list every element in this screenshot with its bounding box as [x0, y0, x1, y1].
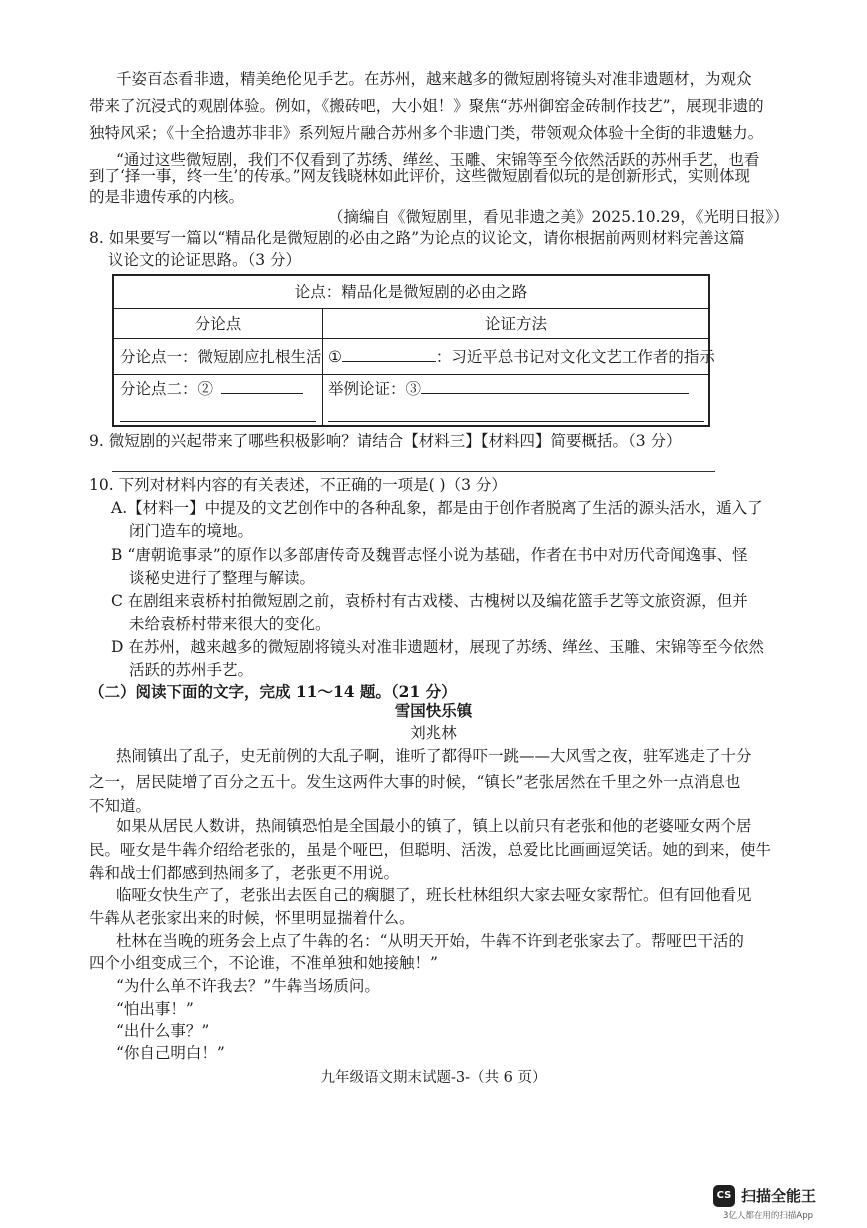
- material4-para2-line1: “通过这些微短剧，我们不仅看到了苏绣、缂丝、玉雕、宋锦等至今依然活跃的苏州手艺，也看: [116, 151, 760, 169]
- table-r1-method-text: ：习近平总书记对文化文艺工作者的指示: [435, 348, 715, 366]
- story-dialogue-3: “出什么事？”: [116, 1022, 210, 1040]
- story-para2-line2: 民。哑女是牛犇介绍给老张的，虽是个哑巴，但聪明、活泼，总爱比比画画逗笑话。她的到来，使牛: [89, 841, 772, 859]
- material4-para1-line1: 千姿百态看非遗，精美绝伦见手艺。在苏州，越来越多的微短剧将镜头对准非遗题材，为观众: [116, 70, 752, 88]
- material4-para2-line3: 的是非遗传承的内核。: [89, 188, 245, 206]
- table-row-2: [114, 374, 708, 427]
- q9-stem: 9. 微短剧的兴起带来了哪些积极影响？请结合【材料三】【材料四】简要概括。（3 分）: [89, 432, 682, 450]
- q10-option-c-line1[interactable]: C 在剧组来袁桥村拍微短剧之前，袁桥村有古戏楼、古槐树以及编花篮手艺等文旅资源，但并: [111, 592, 748, 610]
- story-para3-line1: 临哑女快生产了，老张出去医自己的瘸腿了，班长杜林组织大家去哑女家帮忙。但有回他看见: [116, 886, 752, 904]
- material4-para2-line2: 到了‘择一事，终一生’的传承。”网友钱晓林如此评价，这些微短剧看似玩的是创新形式，实则体现: [89, 167, 751, 185]
- story-author: 刘兆林: [410, 724, 457, 742]
- q10-option-a-line2: 闭门造车的境地。: [129, 522, 254, 540]
- table-col-header-method: 论证方法: [484, 315, 547, 333]
- q8-stem-line2: 议论文的论证思路。（3 分）: [108, 251, 302, 269]
- scanner-app-name: 扫描全能王: [741, 1187, 817, 1205]
- story-para4-line1: 杜林在当晚的班务会上点了牛犇的名：“从明天开始，牛犇不许到老张家去了。帮哑巴干活的: [116, 932, 744, 950]
- part2-heading: （二）阅读下面的文字，完成 11～14 题。（21 分）: [89, 682, 457, 701]
- page-footer: 九年级语文期末试题-3-（共 6 页）: [320, 1070, 547, 1086]
- story-para4-line2: 四个小组变成三个，不论谁，不准单独和她接触！”: [89, 954, 438, 972]
- table-header-row: [114, 308, 708, 338]
- material4-source: （摘编自《微短剧里，看见非遗之美》2025.10.29，《光明日报》）: [328, 208, 789, 226]
- answer-blank-3-line2[interactable]: [328, 403, 704, 422]
- table-r1-method: [328, 339, 715, 374]
- table-row-1: [114, 338, 715, 374]
- q9-answer-line[interactable]: [112, 471, 715, 472]
- story-para1-line1: 热闹镇出了乱子，史无前例的大乱子啊，谁听了都得吓一跳——大风雪之夜，驻军逃走了十分: [116, 747, 752, 765]
- q10-option-d-line2: 活跃的苏州手艺。: [129, 661, 254, 679]
- story-para2-line3: 犇和战士们都感到热闹多了，老张更不用说。: [89, 864, 400, 882]
- table-r2-subpoint-label: 分论点二：②: [120, 380, 214, 398]
- story-para1-line3: 不知道。: [89, 797, 152, 815]
- story-para2-line1: 如果从居民人数讲，热闹镇恐怕是全国最小的镇了，镇上以前只有老张和他的老婆哑女两个居: [116, 817, 752, 835]
- q10-option-d-line1[interactable]: D 在苏州，越来越多的微短剧将镜头对准非遗题材，展现了苏绣、缂丝、玉雕、宋锦等至今依然: [111, 638, 764, 656]
- table-col-header-subpoint: 分论点: [194, 315, 242, 333]
- circle-1-label: ①: [328, 348, 342, 366]
- story-para3-line2: 牛犇从老张家出来的时候，怀里明显揣着什么。: [89, 909, 415, 927]
- material4-para1-line3: 独特风采；《十全拾遗苏非非》系列短片融合苏州多个非遗门类，带领观众体验十全街的非遗魅力。: [89, 124, 764, 142]
- story-dialogue-1: “为什么单不许我去？”牛犇当场质问。: [116, 977, 380, 995]
- story-para1-line2: 之一，居民陡增了百分之五十。发生这两件大事的时候，“镇长”老张居然在千里之外一点消息也: [89, 773, 741, 791]
- scanner-logo-icon: CS: [713, 1185, 735, 1207]
- scanner-watermark: [713, 1183, 853, 1223]
- q8-stem-line1: 8. 如果要写一篇以“精品化是微短剧的必由之路”为论点的议论文，请你根据前两则材料完善这篇: [89, 229, 745, 247]
- scanner-tagline: 3亿人都在用的扫描App: [723, 1211, 814, 1221]
- argument-table: [112, 274, 715, 427]
- answer-blank-2[interactable]: [221, 375, 303, 394]
- q10-option-b-line1[interactable]: B “唐朝诡事录”的原作以多部唐传奇及魏晋志怪小说为基础，作者在书中对历代奇闻逸事、怪: [111, 546, 748, 564]
- answer-blank-2-line2[interactable]: [120, 403, 316, 422]
- story-dialogue-2: “怕出事！”: [116, 1000, 194, 1018]
- q10-option-b-line2: 谈秘史进行了整理与解读。: [129, 569, 316, 587]
- q10-option-c-line2: 未给袁桥村带来很大的变化。: [129, 615, 331, 633]
- table-thesis: 论点：精品化是微短剧的必由之路: [294, 283, 528, 301]
- answer-blank-1[interactable]: [342, 343, 436, 362]
- material4-para1-line2: 带来了沉浸式的观剧体验。例如，《搬砖吧，大小姐！》聚焦“苏州御窑金砖制作技艺”，展现非遗的: [89, 97, 764, 115]
- q10-stem: 10. 下列对材料内容的有关表述，不正确的一项是( )（3 分）: [89, 476, 507, 494]
- answer-blank-3[interactable]: [421, 375, 689, 394]
- story-title: 雪国快乐镇: [394, 701, 473, 720]
- story-dialogue-4: “你自己明白！”: [116, 1044, 225, 1062]
- table-r1-subpoint: 分论点一：微短剧应扎根生活: [120, 348, 322, 366]
- q10-option-a-line1[interactable]: A.【材料一】中提及的文艺创作中的各种乱象，都是由于创作者脱离了生活的源头活水，遁入了: [111, 499, 763, 517]
- table-r2-method-label: 举例论证：③: [328, 380, 422, 398]
